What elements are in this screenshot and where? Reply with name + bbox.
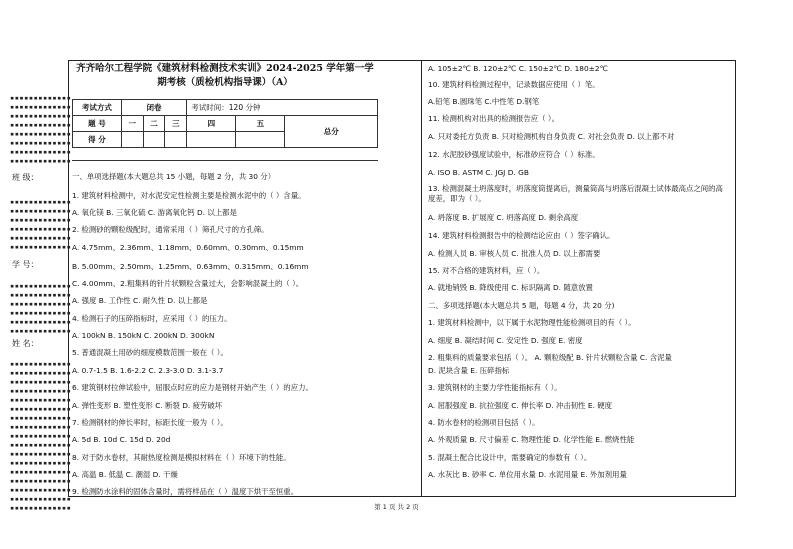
col-2: 二 xyxy=(143,116,165,132)
question-line: 2. 检测砂的颗粒级配时，通常采用（ ）筛孔尺寸的方孔筛。 xyxy=(72,225,269,234)
question-line: 15. 对不合格的建筑材料，应（ ）。 xyxy=(428,266,545,275)
score-cell xyxy=(121,132,143,148)
score-cell xyxy=(165,132,187,148)
question-line: A. 100kN B. 150kN C. 200kN D. 300kN xyxy=(72,331,215,340)
question-line: A. 水灰比 B. 砂率 C. 单位用水量 D. 水泥用量 E. 外加剂用量 xyxy=(428,470,627,479)
exam-time: 考试时间：120 分钟 xyxy=(187,100,378,116)
name-label: 姓 名： xyxy=(12,339,39,348)
column-divider xyxy=(421,60,422,497)
binding-dots-bottom: ▪▪▪▪▪▪▪▪▪▪▪▪▪ ▪▪▪▪▪▪▪▪▪▪▪▪▪ ▪▪▪▪▪▪▪▪▪▪▪▪▪ ▪▪▪▪▪▪▪▪▪▪▪▪▪ ▪▪▪▪▪▪▪▪▪▪▪▪▪ ▪▪▪▪▪▪▪▪▪▪▪▪▪ ▪▪▪▪▪▪▪▪▪▪▪▪▪ ▪▪▪▪▪▪▪▪▪▪▪▪▪ ▪▪▪▪▪▪▪▪▪▪▪▪▪ ▪▪▪▪▪▪▪▪▪▪▪▪▪ ▪▪▪▪▪▪▪▪▪▪▪▪▪ ▪▪▪▪▪▪▪▪▪▪▪▪▪ ▪▪▪▪▪▪▪▪▪▪▪▪▪ ▪▪▪▪▪▪▪▪▪▪▪▪▪ ▪▪▪▪▪▪▪▪▪▪▪▪▪ ▪▪▪▪▪▪▪▪▪▪▪▪▪ ▪▪▪▪▪▪▪▪▪▪▪▪▪ xyxy=(10,360,72,512)
question-line: B. 5.00mm、2.50mm、1.25mm、0.63mm、0.315mm、0.16mm xyxy=(72,262,309,271)
question-line: A. 坍落度 B. 扩展度 C. 坍落高度 D. 剩余高度 xyxy=(428,213,579,222)
binding-dots-mid2: ▪▪▪▪▪▪▪▪▪▪▪▪▪ ▪▪▪▪▪▪▪▪▪▪▪▪▪ ▪▪▪▪▪▪▪▪▪▪▪▪▪ ▪▪▪▪▪▪▪▪▪▪▪▪▪ ▪▪▪▪▪▪▪▪▪▪▪▪▪ ▪▪▪▪▪▪▪▪▪▪▪▪▪ xyxy=(10,282,72,335)
question-line: A. 检测人员 B. 审核人员 C. 批准人员 D. 以上都需要 xyxy=(428,249,601,258)
question-line: A. 弹性变形 B. 塑性变形 C. 断裂 D. 疲劳破坏 xyxy=(72,401,223,410)
page-number: 第 1 页 共 2 页 xyxy=(374,503,419,511)
question-line: 5. 普通混凝土用砂的细度模数范围一般在（ ）。 xyxy=(72,348,228,357)
exam-title-line2: 期考核（质检机构指导课）（A） xyxy=(157,77,293,88)
question-line: A. 高温 B. 低温 C. 潮湿 D. 干燥 xyxy=(72,470,178,479)
exam-title-line1: 齐齐哈尔工程学院《建筑材料检测技术实训》2024-2025 学年第一学 xyxy=(76,63,374,74)
class-label: 班 级： xyxy=(12,173,39,182)
section2-heading: 二、多项选择题(本大题总共 5 题，每题 4 分，共 20 分) xyxy=(428,301,615,310)
binding-dots-mid1: ▪▪▪▪▪▪▪▪▪▪▪▪▪ ▪▪▪▪▪▪▪▪▪▪▪▪▪ ▪▪▪▪▪▪▪▪▪▪▪▪▪ ▪▪▪▪▪▪▪▪▪▪▪▪▪ ▪▪▪▪▪▪▪▪▪▪▪▪▪ ▪▪▪▪▪▪▪▪▪▪▪▪▪ xyxy=(10,198,72,251)
question-line: 10. 建筑材料检测过程中，记录数据应使用（ ）笔。 xyxy=(428,80,600,89)
question-line: A. 屈服强度 B. 抗拉强度 C. 伸长率 D. 冲击韧性 E. 硬度 xyxy=(428,401,613,410)
question-line: 1. 建筑材料检测中，对水泥安定性检测主要是检测水泥中的（ ）含量。 xyxy=(72,191,306,200)
question-line: A. 就地销毁 B. 降级使用 C. 标识隔离 D. 随意放置 xyxy=(428,283,593,292)
question-line: A. 氧化镁 B. 三氧化硫 C. 游离氧化钙 D. 以上都是 xyxy=(72,208,237,217)
score-cell xyxy=(187,132,236,148)
question-line: A. 5d B. 10d C. 15d D. 20d xyxy=(72,435,171,444)
question-line: A. ISO B. ASTM C. JGJ D. GB xyxy=(428,168,529,177)
score-cell xyxy=(143,132,165,148)
exam-mode-label: 考试方式 xyxy=(73,100,122,116)
question-line: A. 105±2℃ B. 120±2℃ C. 150±2℃ D. 180±2℃ xyxy=(428,64,608,73)
question-line: A. 4.75mm、2.36mm、1.18mm、0.60mm、0.30mm、0.15mm xyxy=(72,243,304,252)
question-line: 1. 建筑材料检测中，以下属于水泥物理性能检测项目的有（ ）。 xyxy=(428,318,636,327)
score-label: 得 分 xyxy=(73,132,122,148)
col-4: 四 xyxy=(187,116,236,132)
section-divider xyxy=(72,160,378,161)
question-line: 7. 检测钢材的伸长率时，标距长度一般为（ ）。 xyxy=(72,418,228,427)
question-number-label: 题 号 xyxy=(73,116,122,132)
binding-dots-top: ▪▪▪▪▪▪▪▪▪▪▪▪▪ ▪▪▪▪▪▪▪▪▪▪▪▪▪ ▪▪▪▪▪▪▪▪▪▪▪▪▪ ▪▪▪▪▪▪▪▪▪▪▪▪▪ ▪▪▪▪▪▪▪▪▪▪▪▪▪ ▪▪▪▪▪▪▪▪▪▪▪▪▪ ▪▪▪▪▪▪▪▪▪▪▪▪▪ ▪▪▪▪▪▪▪▪▪▪▪▪▪ xyxy=(10,94,72,165)
total-label: 总分 xyxy=(285,116,378,148)
question-line: 13. 检测混凝土坍落度时，坍落度筒提离后，测量筒高与坍落后混凝土试体最高点之间的高度差，即为（ ）。 xyxy=(428,184,723,203)
question-line: 4. 防水卷材的检测项目包括（ ）。 xyxy=(428,418,540,427)
question-line: 6. 建筑钢材拉伸试验中，屈服点时应的应力是钢材开始产生（ ）的应力。 xyxy=(72,383,313,392)
question-line: 12. 水泥胶砂强度试验中，标准砂应符合（ ）标准。 xyxy=(428,150,600,159)
question-line: A. 外观质量 B. 尺寸偏差 C. 物理性能 D. 化学性能 E. 燃烧性能 xyxy=(428,435,635,444)
question-line: 9. 检测防水涂料的固体含量时，需将样品在（ ）温度下烘干至恒重。 xyxy=(72,487,299,496)
col-1: 一 xyxy=(121,116,143,132)
question-line: A. 强度 B. 工作性 C. 耐久性 D. 以上都是 xyxy=(72,296,208,305)
score-table xyxy=(72,99,378,148)
question-line: 4. 检测石子的压碎指标时，应采用（ ）的压力。 xyxy=(72,314,232,323)
question-line: 2. 粗集料的质量要求包括（ ）。 A. 颗粒级配 B. 针片状颗粒含量 C. 含泥量 xyxy=(428,353,672,362)
question-line: A. 只对委托方负责 B. 只对检测机构自身负责 C. 对社会负责 D. 以上都不对 xyxy=(428,132,675,141)
question-line: D. 泥块含量 E. 压碎指标 xyxy=(428,366,510,375)
question-line: 3. 建筑钢材的主要力学性能指标有（ ）。 xyxy=(428,383,562,392)
col-5: 五 xyxy=(236,116,285,132)
question-line: 14. 建筑材料检测报告中的检测结论应由（ ）签字确认。 xyxy=(428,231,615,240)
question-line: 5. 混凝土配合比设计中，需要确定的参数有（ ）。 xyxy=(428,453,592,462)
col-3: 三 xyxy=(165,116,187,132)
score-cell xyxy=(236,132,285,148)
student-id-label: 学 号： xyxy=(12,260,39,269)
question-line: 11. 检测机构对出具的检测报告应（ ）。 xyxy=(428,114,560,123)
question-line: 8. 对于防水卷材，其耐热度检测是模拟材料在（ ）环境下的性能。 xyxy=(72,453,291,462)
exam-mode-value: 闭卷 xyxy=(121,100,186,116)
question-line: C. 4.00mm、2.粗集料的针片状颗粒含量过大，会影响混凝土的（ ）。 xyxy=(72,279,304,288)
question-line: A. 细度 B. 凝结时间 C. 安定性 D. 强度 E. 密度 xyxy=(428,336,583,345)
section1-heading: 一、单项选择题(本大题总共 15 小题，每题 2 分，共 30 分） xyxy=(72,172,276,181)
question-line: A. 0.7-1.5 B. 1.6-2.2 C. 2.3-3.0 D. 3.1-3.7 xyxy=(72,366,224,375)
question-line: A.铅笔 B.圆珠笔 C.中性笔 D.钢笔 xyxy=(428,97,540,106)
